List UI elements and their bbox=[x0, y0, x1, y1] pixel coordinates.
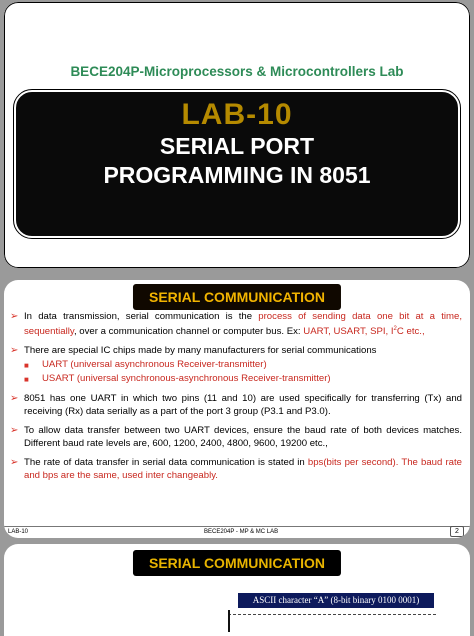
sub-bullet-2 bbox=[24, 372, 462, 386]
square-bullet-icon: ■ bbox=[24, 361, 29, 371]
title-line-1: SERIAL PORT bbox=[159, 133, 315, 159]
sub-bullet-text: USART (universal synchronous-asynchronous Receiver-transmitter) bbox=[42, 373, 331, 385]
bullet-text: There are special IC chips made by many manufacturers for serial communications bbox=[24, 345, 377, 357]
timing-marker bbox=[228, 610, 230, 632]
bullet-1 bbox=[10, 310, 462, 338]
highlight-text: bps(bits per second). The baud rate and bps are the same, used inter changeably. bbox=[24, 457, 462, 482]
highlight-text: C etc., bbox=[396, 326, 425, 338]
sub-bullet-text: UART (universal asynchronous Receiver-transmitter) bbox=[42, 359, 267, 371]
bullet-text: The rate of data transfer in serial data communication is stated in bbox=[24, 457, 308, 469]
arrow-bullet-icon: ➢ bbox=[10, 457, 19, 469]
content-slide bbox=[4, 280, 470, 538]
bullet-list bbox=[10, 310, 462, 488]
arrow-bullet-icon: ➢ bbox=[10, 345, 19, 357]
bullet-4 bbox=[10, 424, 462, 450]
bullet-3 bbox=[10, 392, 462, 418]
slide-heading: SERIAL COMMUNICATION bbox=[133, 550, 341, 576]
bullet-text: 8051 has one UART in which two pins (11 and 10) are used specifically for transferring (Tx) and receiving (Rx) data serially as a part of the port 3 group (P3.1 and P3.0). bbox=[24, 393, 462, 418]
square-bullet-icon: ■ bbox=[24, 375, 29, 385]
title-line-2: PROGRAMMING IN 8051 bbox=[103, 162, 371, 188]
course-title: BECE204P-Microprocessors & Microcontrollers Lab bbox=[70, 64, 404, 79]
bullet-2 bbox=[10, 344, 462, 357]
bullet-text: In data transmission, serial communication is the bbox=[24, 311, 259, 322]
bullet-5 bbox=[10, 456, 462, 482]
arrow-bullet-icon: ➢ bbox=[10, 393, 19, 405]
slide-footer bbox=[4, 526, 470, 538]
sub-bullet-1 bbox=[24, 358, 462, 372]
next-slide bbox=[4, 544, 470, 636]
bullet-text: , over a communication channel or computer bus. Ex: bbox=[73, 326, 304, 338]
page-number: 2 bbox=[450, 526, 464, 537]
highlight-text: process of sending data one bit at a time, sequentially bbox=[24, 311, 462, 338]
title-box bbox=[14, 90, 460, 238]
title-slide bbox=[4, 2, 470, 268]
timing-axis bbox=[228, 614, 436, 615]
arrow-bullet-icon: ➢ bbox=[10, 311, 19, 322]
lab-number: LAB-10 bbox=[181, 98, 293, 131]
slide-heading: SERIAL COMMUNICATION bbox=[133, 284, 341, 310]
footer-left: LAB-10 bbox=[8, 529, 29, 535]
superscript: 2 bbox=[393, 326, 397, 332]
arrow-bullet-icon: ➢ bbox=[10, 425, 19, 437]
footer-center: BECE204P - MP & MC LAB bbox=[204, 529, 279, 535]
highlight-text: UART, USART, SPI, I bbox=[303, 326, 394, 338]
ascii-label: ASCII character “A” (8-bit binary 0100 0001) bbox=[238, 593, 434, 608]
bullet-text: To allow data transfer between two UART devices, ensure the baud rate of both devices matches. Different baud rate levels are, 600, 1200, 2400, 4800, 9600, 19200 etc., bbox=[24, 425, 462, 450]
